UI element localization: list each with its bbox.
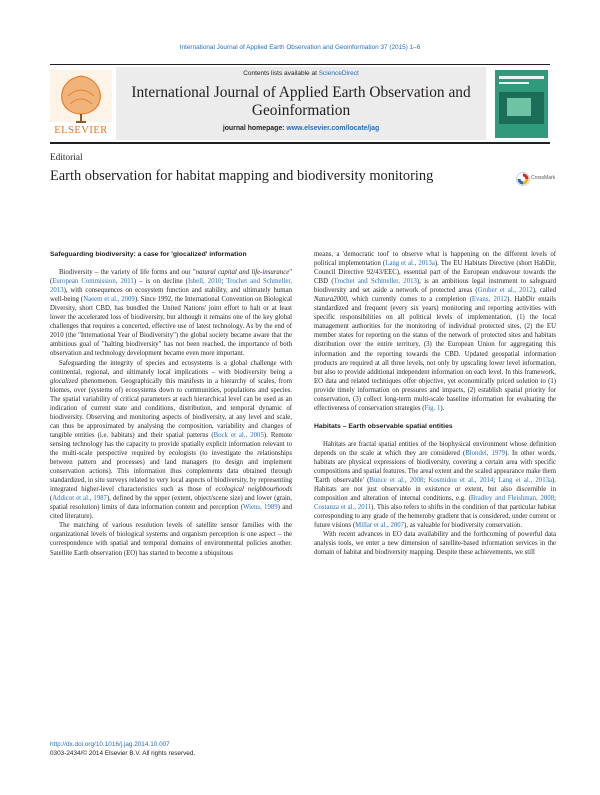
citation-link[interactable]: Evans, 2012 (471, 296, 508, 304)
citation-link[interactable]: Bunce et al., 2008 (369, 477, 424, 485)
citation-link[interactable]: Bradley and Fleishman, 2008 (470, 495, 555, 503)
journal-cover-image (495, 70, 548, 138)
journal-homepage (116, 125, 486, 132)
crossmark-icon[interactable] (516, 172, 530, 186)
cover-subtitle-bar (499, 82, 529, 84)
section-type: Editorial (50, 153, 83, 163)
homepage-label: journal homepage: (222, 125, 287, 132)
contents-availability (116, 70, 486, 77)
figure-link[interactable]: Fig. 1 (424, 404, 441, 412)
header-rule-top (50, 64, 550, 65)
crossmark-label[interactable]: CrossMark (531, 175, 556, 181)
journal-title: International Journal of Applied Earth Observation and Geoinformation (131, 84, 471, 119)
header-rule-bottom (50, 142, 550, 144)
citation-link[interactable]: Lang et al., 2013a (498, 477, 553, 485)
left-column (50, 250, 292, 558)
homepage-link[interactable]: www.elsevier.com/locate/jag (286, 125, 380, 132)
paragraph-habitats: Habitats are fractal spatial entities of the biophysical environment whose definition depends on the scale at which they are considered (Blondel, 1979). In other words, habitats are physical expressions of biodiversity, covering a certain area with specific compositions and spatial features. The areal extent and the scaled appearance make them 'Earth observable' (Bunce et al., 2008; Kosmidou et al., 2014; Lang et al., 2013a). Habitats are not just observable in existence or extent, but also discernible in composition and alteration of internal conditions, e.g. (Bradley and Fleishman, 2008; Costanza et al., 2011). This also refers to shifts in the condition of that particular habitat corresponding to any grade of the hemeroby gradient that is considered, under current or future visions (Millar et al., 2007), as valuable for biodiversity conservation. (314, 440, 556, 530)
paragraph-advances: With recent advances in EO data availability and the forthcoming of powerful data analysis tools, we enter a new dimension of satellite-based information services in the domain of habitat and biodiversity mapping. Despite these achievements, we still (314, 531, 556, 557)
journal-masthead (116, 67, 486, 140)
publisher-logo-text: ELSEVIER (54, 125, 108, 136)
sciencedirect-link[interactable]: ScienceDirect (318, 70, 359, 77)
article-title: Earth observation for habitat mapping and biodiversity monitoring (50, 168, 434, 184)
paragraph-matching: The matching of various resolution levels of satellite sensor families with the organizational levels of biological systems and organism perception is one aspect – the correspondence with spatial and temporal domains of environmental policies another. Satellite Earth observation (EO) has started to become a ubiquitous (50, 522, 292, 557)
citation-link[interactable]: Trochet and Schmeller, 2013 (50, 278, 293, 295)
contents-prefix: Contents lists available at (243, 70, 319, 77)
citation-link[interactable]: Trochet and Schmeller, 2013 (333, 278, 417, 286)
citation-link[interactable]: Isbell, 2010 (187, 278, 222, 286)
citation-link[interactable]: Bock et al., 2005 (213, 431, 264, 439)
elsevier-tree-logo-icon (50, 70, 112, 132)
citation-link[interactable]: Blondel, 1979 (465, 449, 506, 457)
section-heading-safeguarding: Safeguarding biodiversity: a case for 'glocalized' information (50, 251, 247, 258)
citation-link[interactable]: Addicot et al., 1987 (52, 495, 107, 503)
citation-link[interactable]: Lang et al., 2013a (385, 260, 435, 268)
citation-link[interactable]: Costanza et al., 2011 (314, 504, 372, 512)
citation-link[interactable]: Gruber et al., 2012 (477, 287, 533, 295)
doi-link[interactable]: http://dx.doi.org/10.1016/j.jag.2014.10.007 (50, 741, 170, 748)
citation-link[interactable]: Kosmidou et al., 2014 (428, 477, 494, 485)
citation-link[interactable]: European Commission, 2011 (52, 278, 134, 286)
right-column (314, 250, 556, 558)
journal-reference[interactable]: International Journal of Applied Earth Observation and Geoinformation 37 (2015) 1–6 (179, 44, 421, 51)
section-heading-habitats: Habitats – Earth observable spatial entities (314, 422, 453, 430)
paragraph-biodiversity: Biodiversity – the variety of life forms and our "natural capital and life-insurance" (European Commission, 2011) – is on decline (Isbell, 2010; Trochet and Schmeller, 2013), with consequences on ecosystem function and stability, and ultimately human well-being (Naeem et al., 2009). Since 1992, the International Convention on Biological Diversity, short CBD, has bundled the United Nations' joint effort to halt or at least lower the accelerated loss of biodiversity, but although it remains one of the key global challenges that requires a concerted, effective use of latest technology. As by the end of 2010 (the "International Year of Biodiversity") the global society became aware that the ambitious goal of "halting biodiversity" has not been reached, the importance of both observation and technology development became even more important. (50, 269, 293, 358)
paragraph-integrity: Safeguarding the integrity of species and ecosystems is a global challenge with continental, regional, and ultimately local implications – with biodiversity being a glocalized phenomenon. Geographically this manifests in a hierarchy of scales, from biomes, over (systems of) ecosystems down to communities, populations and species. The spatial variability of critical parameters at each hierarchical level can be used as an indication of current state and conditions, distribution, and temporal dynamic of biodiversity. Observing and monitoring aspects of biodiversity, at any level and scale, can thus be approximated by analysing the composition, variability and changes of tangible entities (i.e. habitats) and their spatial patterns (Bock et al., 2005). Remote sensing technology has the capacity to provide spatially explicit information relevant to the multi-scale perspective required by ecologists (to investigate the relationships between pattern and processes) and land managers (to design and implement conservation actions). This information thus complements data obtained through standardized, in situ surveys related to very local aspects of biodiversity, by representing integrated higher-level characteristics such as those of ecological neighbourhoods (Addicot et al., 1987), defined by the upper (extent, object/scene size) and lower (grain, spatial resolution) limits of data information content and perception (Wiens, 1989) and cited literature). (50, 359, 293, 521)
issn-copyright: 0303-2434/© 2014 Elsevier B.V. All rights reserved. (50, 750, 196, 757)
paragraph-habdir: means, a 'democratic tool' to observe what is happening on the different levels of political implementation (Lang et al., 2013a). The EU Habitats Directive (short HabDir, Council Directive 92/43/EEC), essential part of the European endeavour towards the CBD (Trochet and Schmeller, 2013), is an ambitious legal instrument to safeguard biodiversity and set aside a network of protected areas (Gruber et al., 2012), called Natura2000, which currently comes to a completion (Evans, 2012). HabDir entails standardized and frequent (every six years) monitoring and reporting activities with specific responsibilities on all political levels of implementation, (1) the local management authorities for the monitoring of individual protected sites, (2) the EU member states for reporting on the status of the network of protected sites and habitats distribution over the entire territory, (3) the European Union for aggregating this information and the reporting towards the CBD. Updated geospatial information products are required at all three levels, not only by upscaling lower level information, but also to provide additional independent information on each level. In this framework, EO data and related techniques offer objective, yet economically priced solution to (1) provide timely information on pressures and impacts, (2) establish spatial priority for conservation, (3) collect long-term multi-scale baseline information for evaluating the effectiveness of conservation strategies (Fig. 1). (314, 251, 556, 412)
citation-link[interactable]: Wiens, 1989 (242, 504, 278, 512)
citation-link[interactable]: Millar et al., 2007 (355, 522, 405, 530)
cover-title-bar (499, 76, 544, 79)
cover-photo-detail (507, 98, 531, 116)
citation-link[interactable]: Naeem et al., 2009 (83, 296, 135, 304)
